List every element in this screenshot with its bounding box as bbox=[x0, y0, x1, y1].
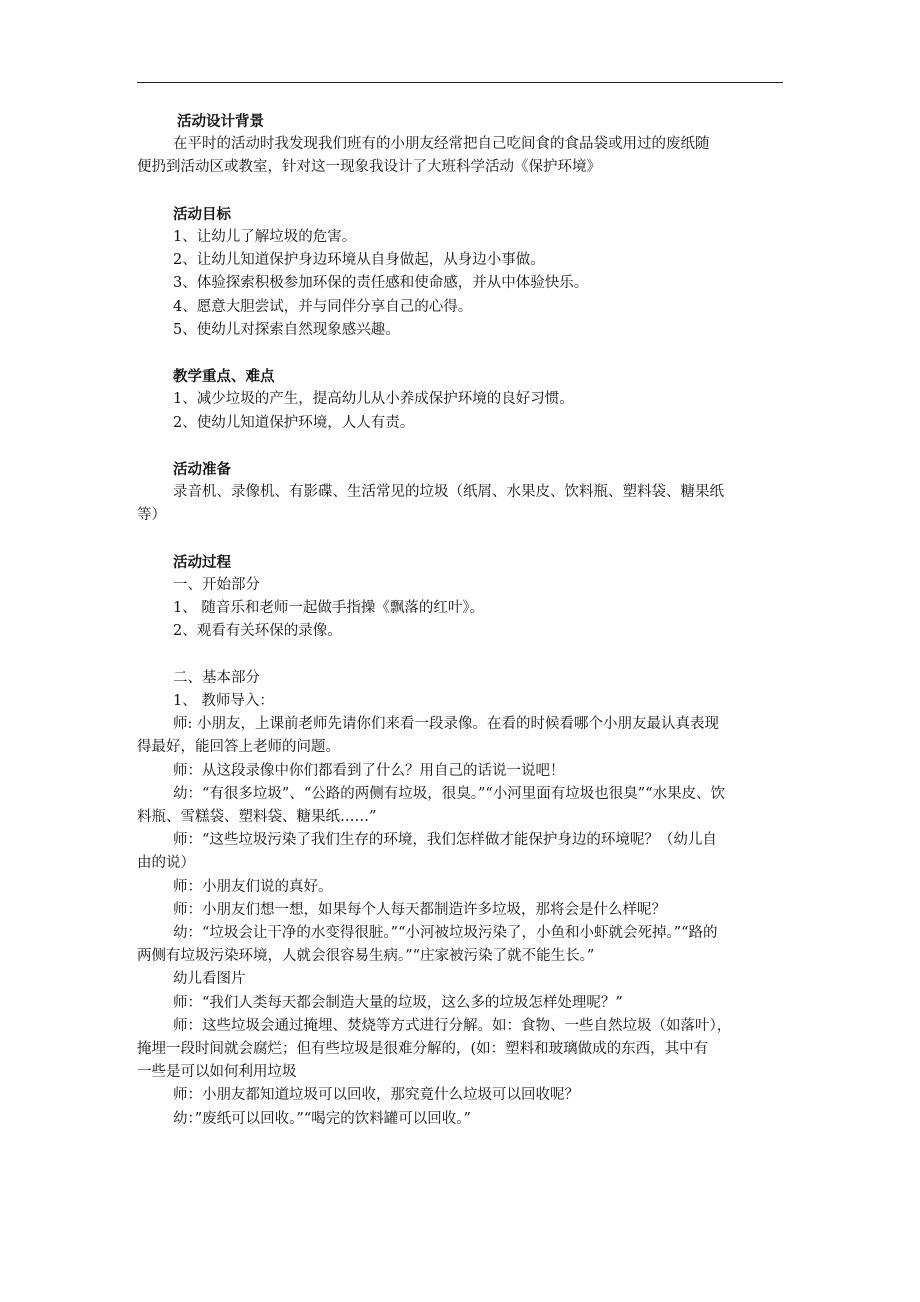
background-heading: 活动设计背景 bbox=[177, 113, 264, 130]
preparation-heading: 活动准备 bbox=[173, 461, 231, 478]
goal-item: 4、愿意大胆尝试，并与同伴分享自己的心得。 bbox=[173, 298, 473, 315]
key-point-item: 1、减少垃圾的产生，提高幼儿从小养成保护环境的良好习惯。 bbox=[173, 391, 574, 408]
part1-item: 2、观看有关环保的录像。 bbox=[173, 623, 342, 640]
part2-line: 师：“我们人类每天都会制造大量的垃圾，这么多的垃圾怎样处理呢？” bbox=[173, 994, 623, 1011]
preparation-line: 等） bbox=[137, 507, 166, 524]
goal-item: 1、让幼儿了解垃圾的危害。 bbox=[173, 229, 357, 245]
background-line: 便扔到活动区或教室，针对这一现象我设计了大班科学活动《保护环境》 bbox=[137, 159, 601, 176]
document-body bbox=[137, 110, 783, 1131]
spacer bbox=[137, 528, 783, 551]
spacer bbox=[137, 342, 783, 365]
process-heading: 活动过程 bbox=[173, 553, 231, 571]
header-rule bbox=[137, 82, 783, 83]
part2-line: 师：小朋友都知道垃圾可以回收，那究竟什么垃圾可以回收呢？ bbox=[173, 1087, 579, 1104]
part2-title: 二、基本部分 bbox=[173, 669, 260, 686]
part2-line: 师：小朋友们想一想，如果每个人每天都制造许多垃圾，那将会是什么样呢？ bbox=[173, 901, 666, 918]
spacer bbox=[137, 180, 783, 203]
part2-line: 师：这些垃圾会通过掩埋、焚烧等方式进行分解。如：食物、一些自然垃圾（如落叶）， bbox=[173, 1017, 732, 1034]
part2-line: 幼：”废纸可以回收。”“喝完的饮料罐可以回收。” bbox=[173, 1110, 471, 1127]
part2-line: 掩埋一段时间就会腐烂；但有些垃圾是很难分解的，(如：塑料和玻璃做成的东西，其中有 bbox=[137, 1041, 709, 1058]
part2-line: 得最好，能回答上老师的问题。 bbox=[137, 739, 340, 756]
part2-line: 师：从这段录像中你们都看到了什么？用自己的话说一说吧！ bbox=[173, 762, 565, 779]
preparation-line: 录音机、录像机、有影碟、生活常见的垃圾（纸屑、水果皮、饮料瓶、塑料袋、糖果纸 bbox=[173, 484, 724, 501]
part1-item: 1、 随音乐和老师一起做手指操《飘落的红叶》。 bbox=[173, 600, 485, 617]
part2-line: 幼：“有很多垃圾”、“公路的两侧有垃圾，很臭。”“小河里面有垃圾也很臭”“水果皮、饮 bbox=[173, 785, 726, 802]
goal-item: 3、体验探索积极参加环保的责任感和使命感，并从中体验快乐。 bbox=[173, 275, 589, 292]
part2-line: 师：“这些垃圾污染了我们生存的环境，我们怎样做才能保护身边的环境呢？（幼儿自 bbox=[173, 832, 717, 849]
part2-line: 幼：“垃圾会让干净的水变得很脏。”“小河被垃圾污染了，小鱼和小虾就会死掉。”“路的 bbox=[173, 925, 718, 942]
background-line: 在平时的活动时我发现我们班有的小朋友经常把自己吃间食的食品袋或用过的废纸随 bbox=[173, 136, 710, 153]
part2-line: 师：小朋友们说的真好。 bbox=[173, 878, 333, 895]
key-point-item: 2、使幼儿知道保护环境，人人有责。 bbox=[173, 414, 415, 431]
part2-line: 1、 教师导入： bbox=[173, 693, 274, 709]
goals-heading: 活动目标 bbox=[173, 205, 231, 223]
goal-item: 5、使幼儿对探索自然现象感兴趣。 bbox=[173, 321, 400, 338]
part2-line: 一些是可以如何利用垃圾 bbox=[137, 1064, 297, 1081]
part2-line: 幼儿看图片 bbox=[173, 971, 246, 988]
part2-line: 两侧有垃圾污染环境，人就会很容易生病。”“庄家被污染了就不能生长。” bbox=[137, 948, 595, 965]
key-points-heading: 教学重点、难点 bbox=[173, 368, 275, 386]
part1-title: 一、开始部分 bbox=[173, 577, 260, 593]
spacer bbox=[137, 644, 783, 667]
spacer bbox=[137, 435, 783, 458]
part2-line: 料瓶、雪糕袋、塑料袋、糖果纸……” bbox=[137, 809, 377, 826]
goal-item: 2、让幼儿知道保护身边环境从自身做起，从身边小事做。 bbox=[173, 252, 545, 269]
part2-line: 师: 小朋友，上课前老师先请你们来看一段录像。在看的时候看哪个小朋友最认真表现 bbox=[173, 716, 719, 733]
part2-line: 由的说） bbox=[137, 855, 195, 872]
